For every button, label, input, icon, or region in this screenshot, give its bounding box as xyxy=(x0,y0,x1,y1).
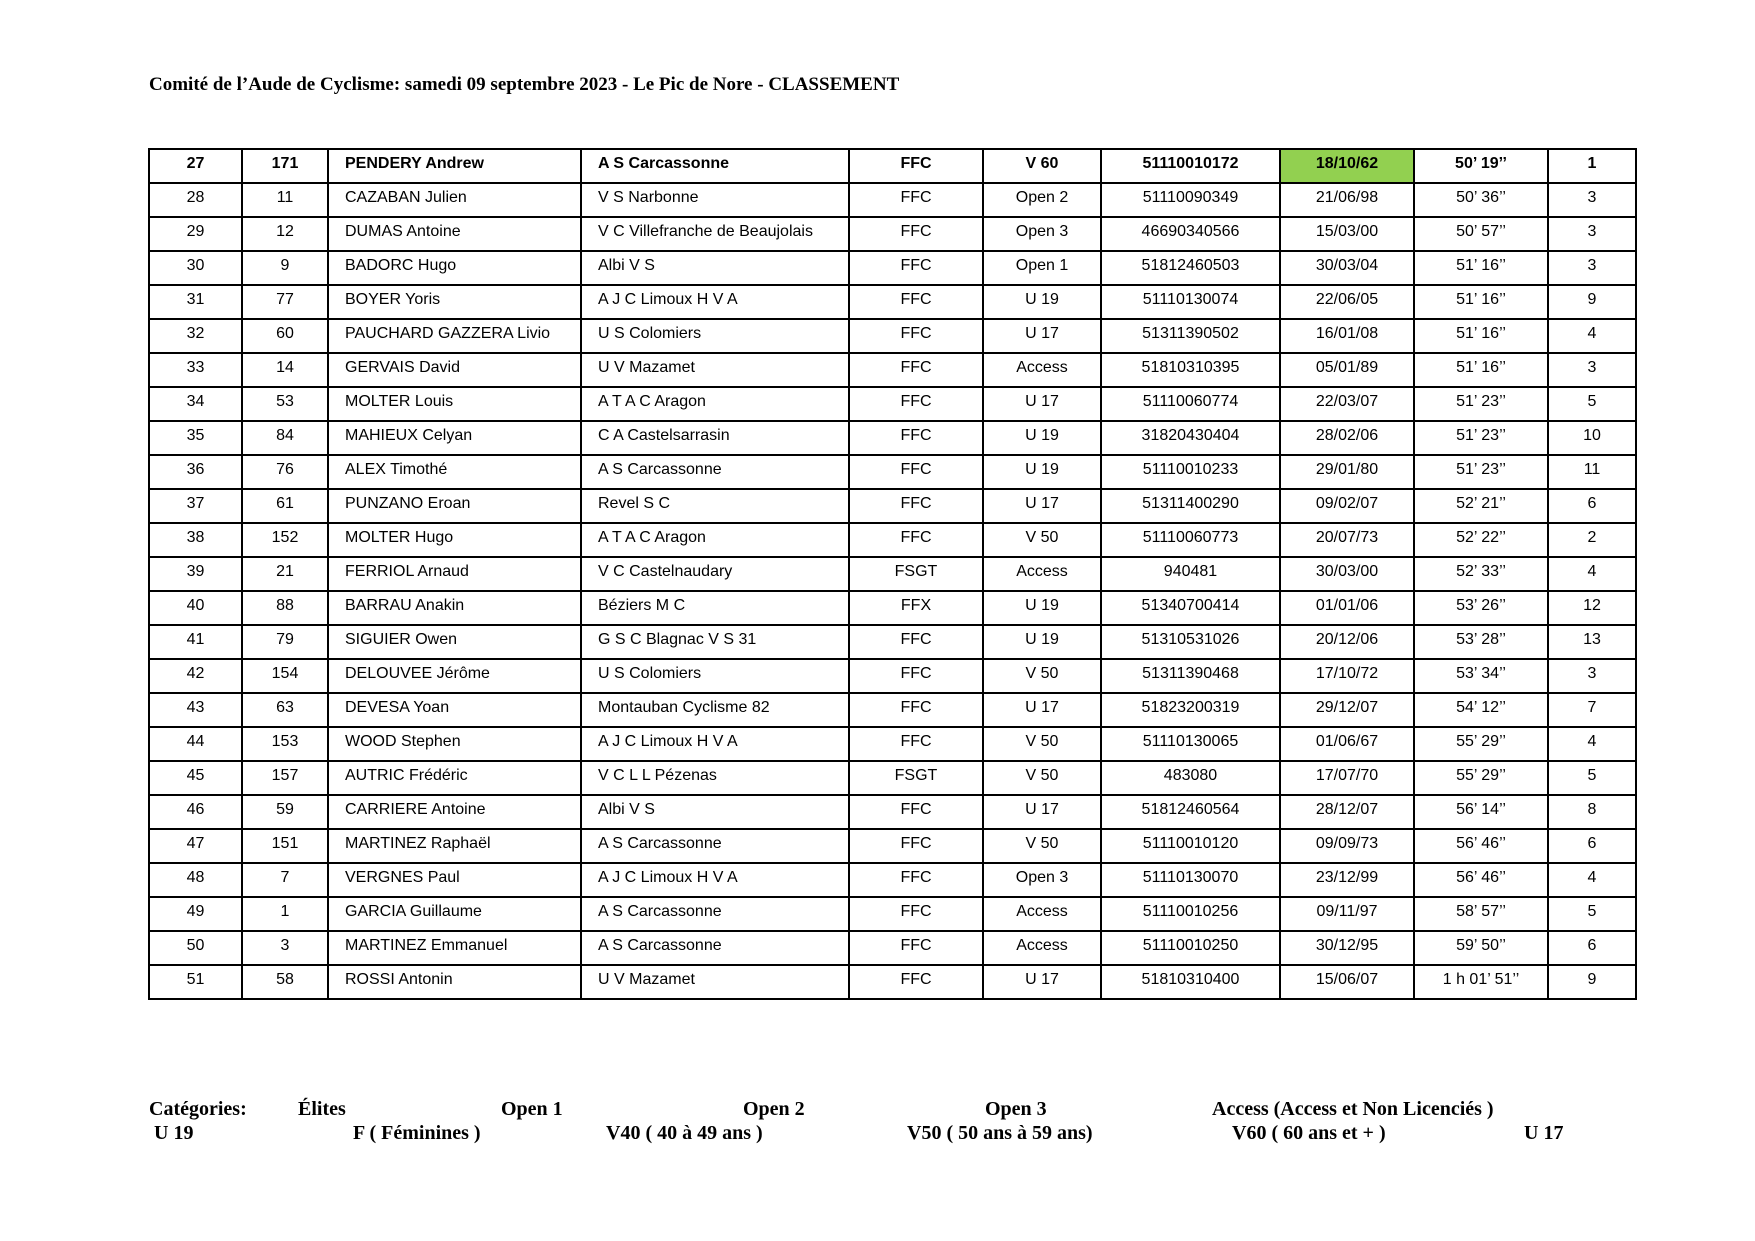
category-rank-cell: 13 xyxy=(1548,625,1636,659)
rider-name-cell: SIGUIER Owen xyxy=(328,625,581,659)
category-rank-cell: 3 xyxy=(1548,183,1636,217)
birthdate-cell: 15/06/07 xyxy=(1280,965,1414,999)
bib-cell: 9 xyxy=(242,251,328,285)
club-cell: V C L L Pézenas xyxy=(581,761,849,795)
category-cell: U 17 xyxy=(983,387,1101,421)
license-cell: 51810310395 xyxy=(1101,353,1280,387)
birthdate-cell: 01/01/06 xyxy=(1280,591,1414,625)
table-row xyxy=(149,557,1636,591)
table-row xyxy=(149,217,1636,251)
category-rank-cell: 9 xyxy=(1548,285,1636,319)
time-cell: 52’ 21’’ xyxy=(1414,489,1548,523)
rider-name-cell: MARTINEZ Emmanuel xyxy=(328,931,581,965)
license-cell: 51110060774 xyxy=(1101,387,1280,421)
rider-name-cell: AUTRIC Frédéric xyxy=(328,761,581,795)
rank-cell: 27 xyxy=(149,149,242,183)
birthdate-cell: 16/01/08 xyxy=(1280,319,1414,353)
time-cell: 58’ 57’’ xyxy=(1414,897,1548,931)
birthdate-cell: 21/06/98 xyxy=(1280,183,1414,217)
rank-cell: 43 xyxy=(149,693,242,727)
license-cell: 51110090349 xyxy=(1101,183,1280,217)
time-cell: 1 h 01’ 51’’ xyxy=(1414,965,1548,999)
rider-name-cell: BARRAU Anakin xyxy=(328,591,581,625)
club-cell: A S Carcassonne xyxy=(581,829,849,863)
category-cell: Access xyxy=(983,931,1101,965)
club-cell: Albi V S xyxy=(581,795,849,829)
rank-cell: 34 xyxy=(149,387,242,421)
bib-cell: 1 xyxy=(242,897,328,931)
table-row xyxy=(149,965,1636,999)
club-cell: U S Colomiers xyxy=(581,659,849,693)
federation-cell: FFC xyxy=(849,863,983,897)
rank-cell: 51 xyxy=(149,965,242,999)
club-cell: U V Mazamet xyxy=(581,353,849,387)
club-cell: C A Castelsarrasin xyxy=(581,421,849,455)
license-cell: 51340700414 xyxy=(1101,591,1280,625)
legend-item: Open 2 xyxy=(743,1098,805,1120)
rider-name-cell: DEVESA Yoan xyxy=(328,693,581,727)
club-cell: U V Mazamet xyxy=(581,965,849,999)
category-cell: Access xyxy=(983,897,1101,931)
rider-name-cell: CAZABAN Julien xyxy=(328,183,581,217)
federation-cell: FFC xyxy=(849,319,983,353)
federation-cell: FFC xyxy=(849,217,983,251)
category-cell: Open 1 xyxy=(983,251,1101,285)
table-row xyxy=(149,795,1636,829)
club-cell: A S Carcassonne xyxy=(581,931,849,965)
rider-name-cell: WOOD Stephen xyxy=(328,727,581,761)
birthdate-cell: 29/12/07 xyxy=(1280,693,1414,727)
bib-cell: 153 xyxy=(242,727,328,761)
club-cell: A T A C Aragon xyxy=(581,523,849,557)
rider-name-cell: DUMAS Antoine xyxy=(328,217,581,251)
time-cell: 50’ 57’’ xyxy=(1414,217,1548,251)
time-cell: 51’ 23’’ xyxy=(1414,455,1548,489)
license-cell: 51110010120 xyxy=(1101,829,1280,863)
table-row xyxy=(149,727,1636,761)
rank-cell: 36 xyxy=(149,455,242,489)
page-title: Comité de l’Aude de Cyclisme: samedi 09 septembre 2023 - Le Pic de Nore - CLASSEMENT xyxy=(149,74,900,95)
category-cell: V 60 xyxy=(983,149,1101,183)
time-cell: 55’ 29’’ xyxy=(1414,761,1548,795)
bib-cell: 63 xyxy=(242,693,328,727)
bib-cell: 79 xyxy=(242,625,328,659)
category-cell: U 19 xyxy=(983,625,1101,659)
rider-name-cell: CARRIERE Antoine xyxy=(328,795,581,829)
time-cell: 53’ 28’’ xyxy=(1414,625,1548,659)
table-row xyxy=(149,353,1636,387)
rank-cell: 45 xyxy=(149,761,242,795)
license-cell: 51823200319 xyxy=(1101,693,1280,727)
bib-cell: 7 xyxy=(242,863,328,897)
category-rank-cell: 10 xyxy=(1548,421,1636,455)
rank-cell: 35 xyxy=(149,421,242,455)
legend-item: V60 ( 60 ans et + ) xyxy=(1232,1122,1386,1144)
table-row xyxy=(149,897,1636,931)
license-cell: 51812460503 xyxy=(1101,251,1280,285)
birthdate-cell: 30/12/95 xyxy=(1280,931,1414,965)
category-rank-cell: 1 xyxy=(1548,149,1636,183)
bib-cell: 171 xyxy=(242,149,328,183)
license-cell: 483080 xyxy=(1101,761,1280,795)
time-cell: 51’ 23’’ xyxy=(1414,421,1548,455)
rider-name-cell: BADORC Hugo xyxy=(328,251,581,285)
bib-cell: 58 xyxy=(242,965,328,999)
license-cell: 51110130074 xyxy=(1101,285,1280,319)
club-cell: A J C Limoux H V A xyxy=(581,285,849,319)
federation-cell: FSGT xyxy=(849,557,983,591)
federation-cell: FFC xyxy=(849,795,983,829)
federation-cell: FFC xyxy=(849,149,983,183)
federation-cell: FFC xyxy=(849,693,983,727)
bib-cell: 154 xyxy=(242,659,328,693)
category-rank-cell: 3 xyxy=(1548,659,1636,693)
club-cell: G S C Blagnac V S 31 xyxy=(581,625,849,659)
results-table-body xyxy=(149,149,1636,999)
table-row xyxy=(149,251,1636,285)
birthdate-cell: 05/01/89 xyxy=(1280,353,1414,387)
category-rank-cell: 5 xyxy=(1548,761,1636,795)
category-cell: U 19 xyxy=(983,421,1101,455)
bib-cell: 88 xyxy=(242,591,328,625)
federation-cell: FFC xyxy=(849,625,983,659)
category-rank-cell: 3 xyxy=(1548,217,1636,251)
rank-cell: 33 xyxy=(149,353,242,387)
license-cell: 51110010256 xyxy=(1101,897,1280,931)
time-cell: 54’ 12’’ xyxy=(1414,693,1548,727)
bib-cell: 157 xyxy=(242,761,328,795)
category-rank-cell: 3 xyxy=(1548,251,1636,285)
bib-cell: 152 xyxy=(242,523,328,557)
time-cell: 56’ 46’’ xyxy=(1414,829,1548,863)
club-cell: V C Castelnaudary xyxy=(581,557,849,591)
bib-cell: 151 xyxy=(242,829,328,863)
birthdate-cell: 09/02/07 xyxy=(1280,489,1414,523)
table-row xyxy=(149,285,1636,319)
federation-cell: FFC xyxy=(849,727,983,761)
bib-cell: 59 xyxy=(242,795,328,829)
table-row xyxy=(149,387,1636,421)
bib-cell: 77 xyxy=(242,285,328,319)
rider-name-cell: GARCIA Guillaume xyxy=(328,897,581,931)
club-cell: A T A C Aragon xyxy=(581,387,849,421)
birthdate-cell: 09/11/97 xyxy=(1280,897,1414,931)
license-cell: 51812460564 xyxy=(1101,795,1280,829)
birthdate-cell: 20/12/06 xyxy=(1280,625,1414,659)
federation-cell: FFC xyxy=(849,965,983,999)
federation-cell: FFC xyxy=(849,353,983,387)
category-rank-cell: 2 xyxy=(1548,523,1636,557)
bib-cell: 3 xyxy=(242,931,328,965)
license-cell: 51110010233 xyxy=(1101,455,1280,489)
bib-cell: 11 xyxy=(242,183,328,217)
federation-cell: FSGT xyxy=(849,761,983,795)
time-cell: 53’ 26’’ xyxy=(1414,591,1548,625)
category-rank-cell: 3 xyxy=(1548,353,1636,387)
club-cell: V S Narbonne xyxy=(581,183,849,217)
legend-item: U 17 xyxy=(1524,1122,1564,1144)
category-rank-cell: 4 xyxy=(1548,557,1636,591)
rank-cell: 50 xyxy=(149,931,242,965)
bib-cell: 12 xyxy=(242,217,328,251)
time-cell: 50’ 36’’ xyxy=(1414,183,1548,217)
rank-cell: 31 xyxy=(149,285,242,319)
time-cell: 59’ 50’’ xyxy=(1414,931,1548,965)
category-rank-cell: 7 xyxy=(1548,693,1636,727)
category-rank-cell: 6 xyxy=(1548,829,1636,863)
time-cell: 53’ 34’’ xyxy=(1414,659,1548,693)
rider-name-cell: MOLTER Hugo xyxy=(328,523,581,557)
time-cell: 51’ 16’’ xyxy=(1414,319,1548,353)
club-cell: A S Carcassonne xyxy=(581,897,849,931)
results-table xyxy=(148,148,1637,1000)
federation-cell: FFC xyxy=(849,183,983,217)
federation-cell: FFC xyxy=(849,387,983,421)
legend-item: F ( Féminines ) xyxy=(353,1122,481,1144)
license-cell: 51110130065 xyxy=(1101,727,1280,761)
rank-cell: 29 xyxy=(149,217,242,251)
category-cell: Access xyxy=(983,557,1101,591)
table-row xyxy=(149,659,1636,693)
category-rank-cell: 5 xyxy=(1548,387,1636,421)
birthdate-cell: 28/02/06 xyxy=(1280,421,1414,455)
time-cell: 50’ 19’’ xyxy=(1414,149,1548,183)
category-cell: U 19 xyxy=(983,591,1101,625)
table-row xyxy=(149,183,1636,217)
birthdate-cell: 22/06/05 xyxy=(1280,285,1414,319)
rank-cell: 49 xyxy=(149,897,242,931)
category-rank-cell: 11 xyxy=(1548,455,1636,489)
time-cell: 56’ 46’’ xyxy=(1414,863,1548,897)
rider-name-cell: ROSSI Antonin xyxy=(328,965,581,999)
rank-cell: 37 xyxy=(149,489,242,523)
category-cell: U 17 xyxy=(983,965,1101,999)
rider-name-cell: VERGNES Paul xyxy=(328,863,581,897)
birthdate-cell: 17/07/70 xyxy=(1280,761,1414,795)
license-cell: 51110130070 xyxy=(1101,863,1280,897)
legend-item: U 19 xyxy=(154,1122,194,1144)
federation-cell: FFC xyxy=(849,455,983,489)
club-cell: V C Villefranche de Beaujolais xyxy=(581,217,849,251)
time-cell: 51’ 16’’ xyxy=(1414,251,1548,285)
federation-cell: FFX xyxy=(849,591,983,625)
category-rank-cell: 8 xyxy=(1548,795,1636,829)
license-cell: 51110010172 xyxy=(1101,149,1280,183)
category-cell: V 50 xyxy=(983,761,1101,795)
rank-cell: 30 xyxy=(149,251,242,285)
birthdate-cell: 22/03/07 xyxy=(1280,387,1414,421)
category-cell: Open 3 xyxy=(983,863,1101,897)
federation-cell: FFC xyxy=(849,421,983,455)
club-cell: A S Carcassonne xyxy=(581,455,849,489)
category-cell: Open 2 xyxy=(983,183,1101,217)
license-cell: 51110060773 xyxy=(1101,523,1280,557)
club-cell: Montauban Cyclisme 82 xyxy=(581,693,849,727)
bib-cell: 84 xyxy=(242,421,328,455)
category-rank-cell: 4 xyxy=(1548,727,1636,761)
license-cell: 51311390468 xyxy=(1101,659,1280,693)
license-cell: 51311390502 xyxy=(1101,319,1280,353)
birthdate-cell: 09/09/73 xyxy=(1280,829,1414,863)
bib-cell: 14 xyxy=(242,353,328,387)
license-cell: 940481 xyxy=(1101,557,1280,591)
table-row xyxy=(149,523,1636,557)
rank-cell: 48 xyxy=(149,863,242,897)
category-cell: V 50 xyxy=(983,829,1101,863)
birthdate-cell: 15/03/00 xyxy=(1280,217,1414,251)
club-cell: Albi V S xyxy=(581,251,849,285)
club-cell: A J C Limoux H V A xyxy=(581,863,849,897)
category-cell: Open 3 xyxy=(983,217,1101,251)
rider-name-cell: MARTINEZ Raphaël xyxy=(328,829,581,863)
table-row xyxy=(149,319,1636,353)
federation-cell: FFC xyxy=(849,489,983,523)
rider-name-cell: PENDERY Andrew xyxy=(328,149,581,183)
legend-item: V40 ( 40 à 49 ans ) xyxy=(606,1122,763,1144)
category-rank-cell: 6 xyxy=(1548,931,1636,965)
rank-cell: 28 xyxy=(149,183,242,217)
birthdate-cell: 30/03/00 xyxy=(1280,557,1414,591)
table-row xyxy=(149,455,1636,489)
table-row xyxy=(149,591,1636,625)
table-row xyxy=(149,761,1636,795)
bib-cell: 61 xyxy=(242,489,328,523)
legend-item: Access (Access et Non Licenciés ) xyxy=(1212,1098,1494,1120)
birthdate-cell: 20/07/73 xyxy=(1280,523,1414,557)
birthdate-cell: 18/10/62 xyxy=(1280,149,1414,183)
federation-cell: FFC xyxy=(849,931,983,965)
birthdate-cell: 28/12/07 xyxy=(1280,795,1414,829)
federation-cell: FFC xyxy=(849,251,983,285)
birthdate-cell: 30/03/04 xyxy=(1280,251,1414,285)
bib-cell: 76 xyxy=(242,455,328,489)
table-row xyxy=(149,693,1636,727)
rank-cell: 40 xyxy=(149,591,242,625)
category-cell: U 19 xyxy=(983,455,1101,489)
time-cell: 51’ 23’’ xyxy=(1414,387,1548,421)
federation-cell: FFC xyxy=(849,523,983,557)
legend-item: Open 1 xyxy=(501,1098,563,1120)
rank-cell: 44 xyxy=(149,727,242,761)
bib-cell: 21 xyxy=(242,557,328,591)
time-cell: 56’ 14’’ xyxy=(1414,795,1548,829)
rank-cell: 42 xyxy=(149,659,242,693)
rider-name-cell: FERRIOL Arnaud xyxy=(328,557,581,591)
table-row xyxy=(149,863,1636,897)
category-cell: U 17 xyxy=(983,795,1101,829)
time-cell: 52’ 33’’ xyxy=(1414,557,1548,591)
time-cell: 55’ 29’’ xyxy=(1414,727,1548,761)
time-cell: 51’ 16’’ xyxy=(1414,353,1548,387)
club-cell: Revel S C xyxy=(581,489,849,523)
time-cell: 52’ 22’’ xyxy=(1414,523,1548,557)
legend-item: V50 ( 50 ans à 59 ans) xyxy=(907,1122,1093,1144)
category-cell: V 50 xyxy=(983,727,1101,761)
rider-name-cell: PAUCHARD GAZZERA Livio xyxy=(328,319,581,353)
rider-name-cell: MAHIEUX Celyan xyxy=(328,421,581,455)
category-rank-cell: 9 xyxy=(1548,965,1636,999)
legend-item: Élites xyxy=(298,1098,346,1120)
rank-cell: 39 xyxy=(149,557,242,591)
birthdate-cell: 01/06/67 xyxy=(1280,727,1414,761)
club-cell: Béziers M C xyxy=(581,591,849,625)
category-rank-cell: 4 xyxy=(1548,319,1636,353)
legend-item: Open 3 xyxy=(985,1098,1047,1120)
table-row xyxy=(149,489,1636,523)
rank-cell: 32 xyxy=(149,319,242,353)
federation-cell: FFC xyxy=(849,897,983,931)
category-rank-cell: 6 xyxy=(1548,489,1636,523)
rider-name-cell: GERVAIS David xyxy=(328,353,581,387)
rider-name-cell: DELOUVEE Jérôme xyxy=(328,659,581,693)
federation-cell: FFC xyxy=(849,659,983,693)
license-cell: 31820430404 xyxy=(1101,421,1280,455)
table-row xyxy=(149,421,1636,455)
category-rank-cell: 5 xyxy=(1548,897,1636,931)
rider-name-cell: BOYER Yoris xyxy=(328,285,581,319)
license-cell: 51110010250 xyxy=(1101,931,1280,965)
federation-cell: FFC xyxy=(849,285,983,319)
rank-cell: 41 xyxy=(149,625,242,659)
category-rank-cell: 12 xyxy=(1548,591,1636,625)
birthdate-cell: 29/01/80 xyxy=(1280,455,1414,489)
license-cell: 51810310400 xyxy=(1101,965,1280,999)
club-cell: A S Carcassonne xyxy=(581,149,849,183)
club-cell: A J C Limoux H V A xyxy=(581,727,849,761)
table-row xyxy=(149,149,1636,183)
rider-name-cell: MOLTER Louis xyxy=(328,387,581,421)
category-cell: U 17 xyxy=(983,489,1101,523)
category-cell: Access xyxy=(983,353,1101,387)
rider-name-cell: PUNZANO Eroan xyxy=(328,489,581,523)
category-cell: V 50 xyxy=(983,523,1101,557)
rank-cell: 46 xyxy=(149,795,242,829)
club-cell: U S Colomiers xyxy=(581,319,849,353)
rank-cell: 38 xyxy=(149,523,242,557)
birthdate-cell: 17/10/72 xyxy=(1280,659,1414,693)
license-cell: 51311400290 xyxy=(1101,489,1280,523)
license-cell: 46690340566 xyxy=(1101,217,1280,251)
table-row xyxy=(149,931,1636,965)
category-rank-cell: 4 xyxy=(1548,863,1636,897)
license-cell: 51310531026 xyxy=(1101,625,1280,659)
category-cell: U 17 xyxy=(983,319,1101,353)
bib-cell: 53 xyxy=(242,387,328,421)
federation-cell: FFC xyxy=(849,829,983,863)
table-row xyxy=(149,625,1636,659)
time-cell: 51’ 16’’ xyxy=(1414,285,1548,319)
bib-cell: 60 xyxy=(242,319,328,353)
rider-name-cell: ALEX Timothé xyxy=(328,455,581,489)
category-cell: U 19 xyxy=(983,285,1101,319)
category-cell: V 50 xyxy=(983,659,1101,693)
table-row xyxy=(149,829,1636,863)
category-cell: U 17 xyxy=(983,693,1101,727)
birthdate-cell: 23/12/99 xyxy=(1280,863,1414,897)
rank-cell: 47 xyxy=(149,829,242,863)
legend-label: Catégories: xyxy=(149,1098,247,1120)
